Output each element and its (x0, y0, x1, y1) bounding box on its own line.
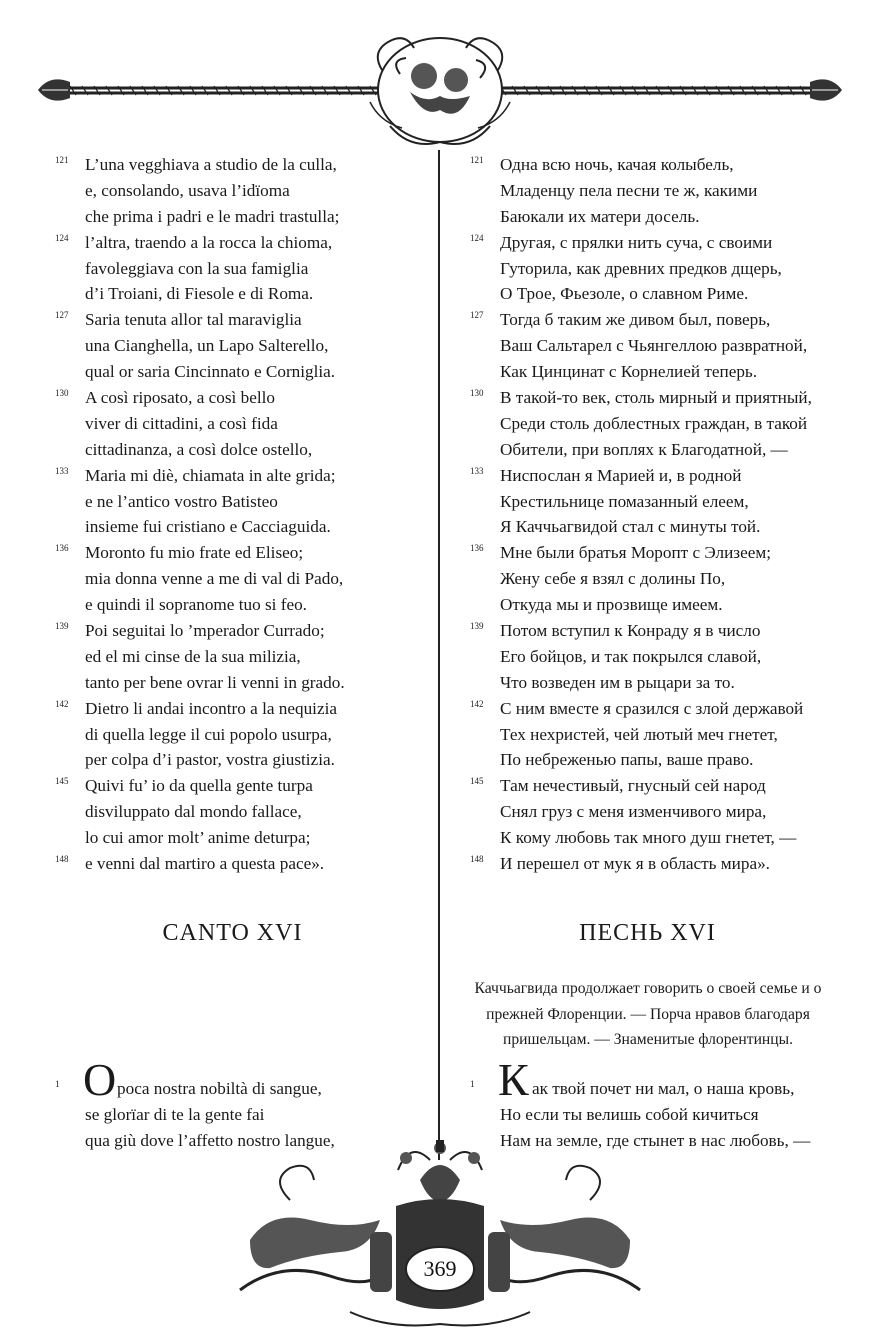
top-ornament-icon (30, 30, 850, 160)
italian-line: mia donna venne a me di val di Pado, (85, 569, 344, 589)
italian-line: 124 l’altra, traendo a la rocca la chioma, (55, 232, 333, 252)
italian-line: tanto per bene ovrar li venni in grado. (85, 672, 345, 692)
italian-line: qual or saria Cincinnato e Corniglia. (85, 362, 336, 382)
russian-line: Что возведен им в рыцари за то. (500, 672, 735, 692)
italian-line: e, consolando, usava l’idïoma (85, 180, 290, 200)
column-divider (438, 150, 440, 1160)
italian-line: d’i Troiani, di Fiesole e di Roma. (85, 284, 314, 304)
russian-line: 121 Одна всю ночь, качая колыбель, (470, 155, 734, 174)
italian-line: e ne l’antico vostro Batisteo (85, 491, 278, 511)
russian-line: 139 Потом вступил к Конраду я в число (470, 621, 761, 641)
italian-opening-line: se glorïar di te la gente fai (85, 1105, 265, 1124)
russian-opening-line: Нам на земле, где стынет в нас любовь, — (500, 1131, 811, 1150)
russian-opening-line: ак твой почет ни мал, о наша кровь, (532, 1079, 795, 1098)
drop-cap: O (83, 1054, 117, 1105)
russian-line: Гуторила, как древних предков дщерь, (500, 258, 782, 278)
italian-line: 145 Quivi fu’ io da quella gente turpa (55, 776, 313, 796)
italian-line: una Cianghella, un Lapo Salterello, (85, 336, 329, 356)
italian-opening-line: poca nostra nobiltà di sangue, (117, 1079, 322, 1098)
russian-line: 136 Мне были братья Моропт с Элизеем; (470, 543, 772, 563)
russian-line: Его бойцов, и так покрылся славой, (500, 646, 762, 666)
canto-argument: Каччьагвида продолжает говорить о своей семье и о прежней Флоренции. — Порча нравов благодаря пришельцам. — Знаменитые флорентинцы. (474, 980, 822, 1048)
italian-line: di quella legge il cui popolo usurpa, (85, 724, 332, 744)
italian-line: 148 e venni dal martiro a questa pace». (55, 854, 325, 874)
italian-line: 142 Dietro li andai incontro a la nequizia (55, 698, 337, 718)
italian-line: e quindi il sopranome tuo si feo. (85, 595, 307, 615)
russian-line: 145 Там нечестивый, гнусный сей народ (470, 776, 766, 796)
russian-line: Баюкали их матери досель. (500, 206, 700, 226)
russian-line: Как Цинцинат с Корнелией теперь. (500, 362, 758, 382)
italian-canto-title: CANTO XVI (162, 920, 303, 946)
russian-line: Откуда мы и прозвище имеем. (500, 595, 723, 615)
italian-line: lo cui amor molt’ anime deturpa; (85, 828, 311, 848)
russian-canto-title: ПЕСНЬ XVI (579, 920, 716, 946)
russian-line: Я Каччьагвидой стал с минуты той. (500, 517, 761, 537)
russian-line: Тех нехристей, чей лютый меч гнетет, (500, 724, 778, 744)
drop-cap: К (498, 1054, 529, 1105)
russian-line: 127 Тогда б таким же дивом был, поверь, (470, 310, 771, 330)
italian-line: che prima i padri e le madri trastulla; (85, 206, 340, 226)
italian-line: 121 L’una vegghiava a studio de la culla, (55, 155, 337, 174)
russian-line: 124 Другая, с прялки нить суча, с своими (470, 232, 773, 252)
italian-line: viver di cittadini, a così fida (85, 413, 278, 433)
line-number: 1 (55, 1079, 60, 1089)
russian-line: 130 В такой-то век, столь мирный и приятный, (470, 388, 812, 408)
italian-column (55, 152, 435, 877)
russian-line: По небреженью папы, ваше право. (500, 750, 754, 770)
italian-line: 127 Saria tenuta allor tal maraviglia (55, 310, 302, 330)
italian-line: 130 A così riposato, a così bello (55, 388, 275, 408)
russian-line: Снял груз с меня изменчивого мира, (500, 802, 767, 822)
russian-line: О Трое, Фьезоле, о славном Риме. (500, 284, 749, 304)
russian-line: Жену себе я взял с долины По, (500, 569, 726, 589)
russian-line: Обители, при воплях к Благодатной, — (500, 439, 788, 459)
italian-line: insieme fui cristiano e Cacciaguida. (85, 517, 331, 537)
russian-line: Младенцу пела песни те ж, какими (500, 180, 758, 200)
italian-line: disviluppato dal mondo fallace, (85, 802, 302, 822)
russian-line: 133 Ниспослан я Марией и, в родной (470, 465, 742, 485)
italian-line: ed el mi cinse de la sua milizia, (85, 646, 301, 666)
italian-line: 133 Maria mi diè, chiamata in alte grida; (55, 465, 336, 485)
russian-line: Крестильнице помазанный елеем, (500, 491, 749, 511)
line-number: 1 (470, 1079, 475, 1089)
russian-line: К кому любовь так много душ гнетет, — (500, 828, 797, 848)
italian-opening-line: qua giù dove l’affetto nostro langue, (85, 1131, 335, 1150)
page-number: 369 (423, 1256, 457, 1281)
italian-line: 136 Moronto fu mio frate ed Eliseo; (55, 543, 304, 563)
russian-column (470, 152, 850, 877)
russian-line: Среди столь доблестных граждан, в такой (500, 413, 808, 433)
russian-line: 142 С ним вместе я сразился с злой державой (470, 698, 804, 718)
russian-line: Ваш Сальтарел с Чьянгеллою развратной, (500, 336, 808, 356)
italian-line: cittadinanza, a così dolce ostello, (85, 439, 313, 459)
italian-line: per colpa d’i pastor, vostra giustizia. (85, 750, 335, 770)
russian-line: 148 И перешел от мук я в область мира». (470, 854, 770, 874)
russian-opening-line: Но если ты велишь собой кичиться (500, 1105, 759, 1124)
bottom-ornament-icon (230, 1140, 650, 1341)
italian-line: 139 Poi seguitai lo ’mperador Currado; (55, 621, 325, 641)
italian-line: favoleggiava con la sua famiglia (85, 258, 309, 278)
